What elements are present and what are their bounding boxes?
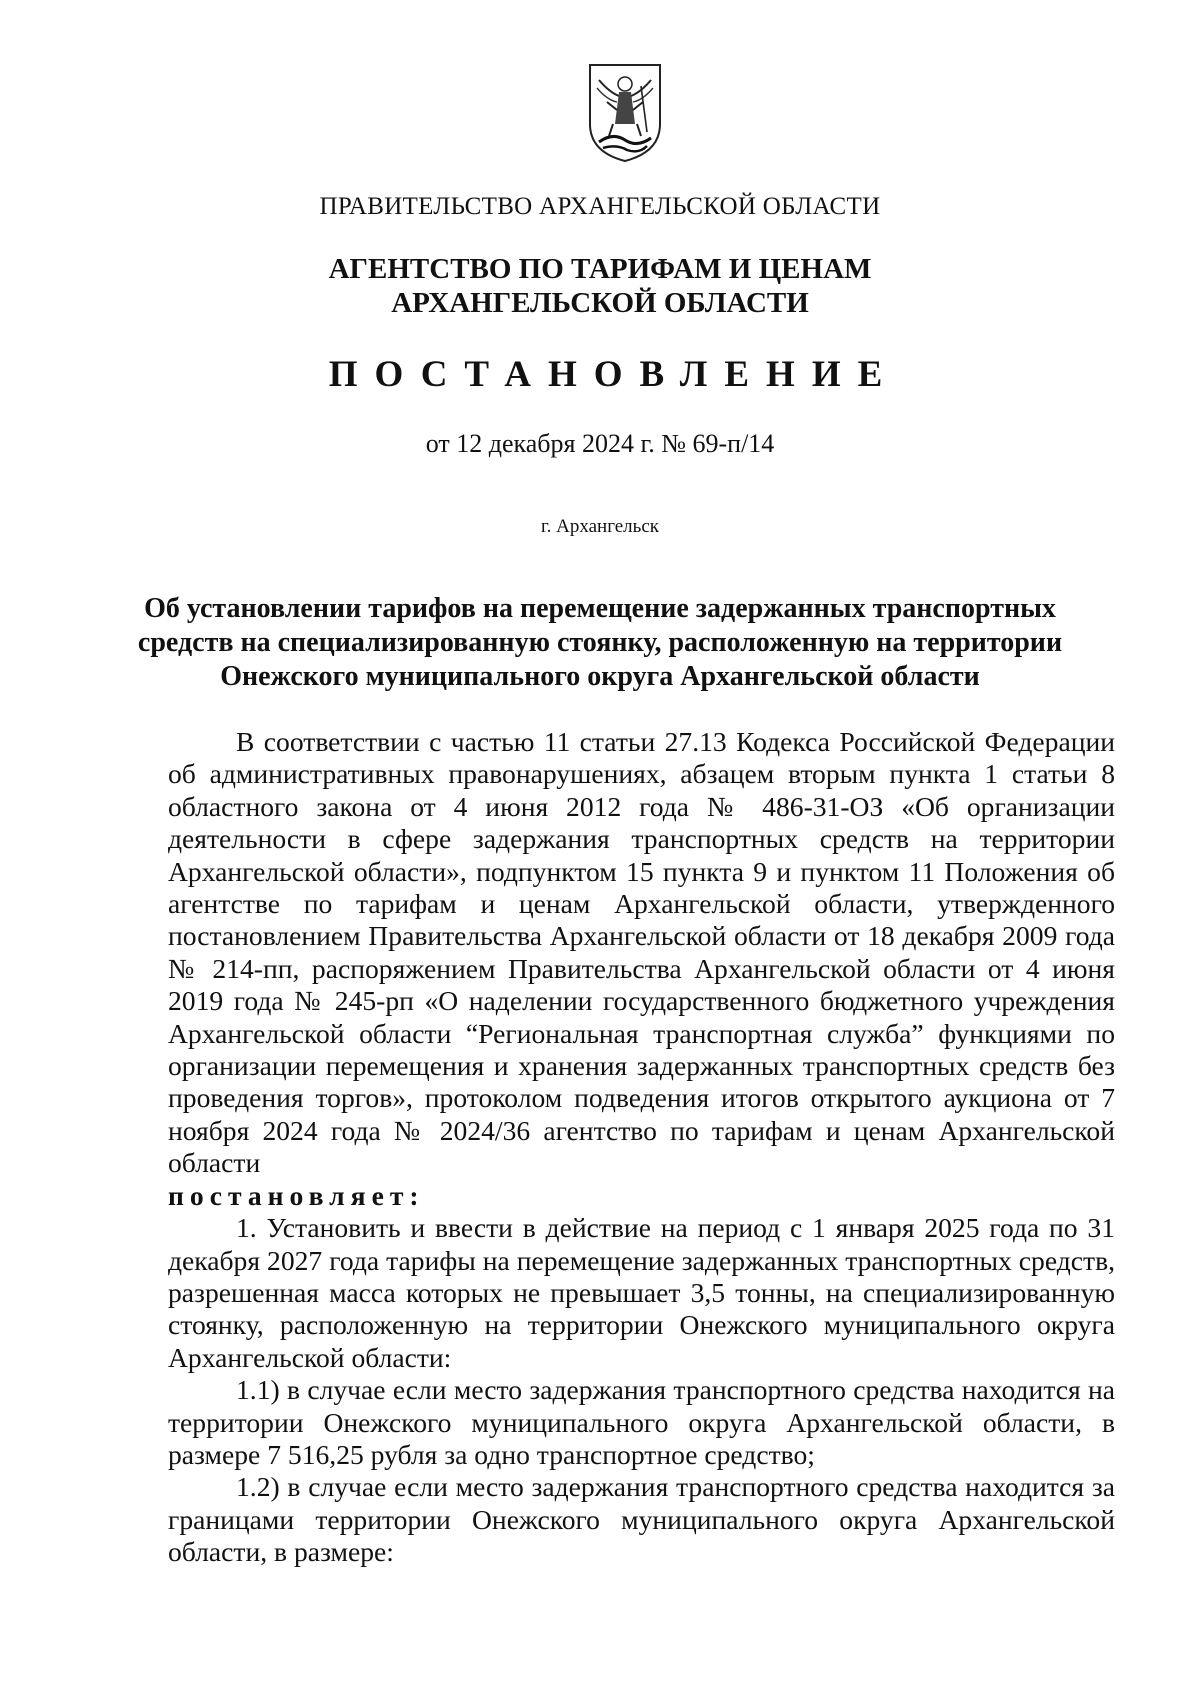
agency-name-line: АРХАНГЕЛЬСКОЙ ОБЛАСТИ: [391, 287, 809, 319]
document-city: г. Архангельск: [540, 516, 659, 537]
document-date-number: от 12 декабря 2024 г. № 69-п/14: [425, 429, 775, 458]
subject-line: средств на специализированную стоянку, расположенную на территории: [137, 627, 1063, 658]
agency-name-line: АГЕНТСТВО ПО ТАРИФАМ И ЦЕНАМ: [328, 253, 872, 285]
document-type-title: ПОСТАНОВЛЕНИЕ: [328, 354, 900, 395]
resolution-word: [168, 1180, 1115, 1212]
subject-line: Об установлении тарифов на перемещение задержанных транспортных: [144, 593, 1056, 624]
item-paragraph: 1.2) в случае если место задержания транспортного средства находится за границами территории Онежского муниципального округа Архангельской области, в размере:: [168, 1471, 1115, 1568]
government-name: ПРАВИТЕЛЬСТВО АРХАНГЕЛЬСКОЙ ОБЛАСТИ: [319, 193, 881, 220]
subject-line: Онежского муниципального округа Архангельской области: [220, 661, 980, 692]
agency-name: [0, 252, 1200, 320]
coat-of-arms-icon: [587, 62, 663, 164]
item-paragraph: 1. Установить и ввести в действие на период с 1 января 2025 года по 31 декабря 2027 года тарифы на перемещение задержанных транспортных средств, разрешенная масса которых не превышает 3,5 тонны, на специализированную стоянку, расположенную на территории Онежского муниципального округа Архангельской области:: [168, 1212, 1115, 1373]
document-subject: [0, 592, 1200, 694]
resolution-keyword: постановляет:: [168, 1179, 425, 1211]
document-body: [168, 726, 1115, 1569]
preamble-paragraph: В соответствии с частью 11 статьи 27.13 Кодекса Российской Федерации об административных правонарушениях, абзацем вторым пункта 1 статьи 8 областного закона от 4 июня 2012 года № 486-31-ОЗ «Об организации деятельности в сфере задержания транспортных средств на территории Архангельской области», подпунктом 15 пункта 9 и пунктом 11 Положения об агентстве по тарифам и ценам Архангельской области, утвержденного постановлением Правительства Архангельской области от 18 декабря 2009 года № 214-пп, распоряжением Правительства Архангельской области от 4 июня 2019 года № 245-рп «О наделении государственного бюджетного учреждения Архангельской области “Региональная транспортная служба” функциями по организации перемещения и хранения задержанных транспортных средств без проведения торгов», протоколом подведения итогов открытого аукциона от 7 ноября 2024 года № 2024/36 агентство по тарифам и ценам Архангельской области: [168, 726, 1115, 1179]
item-paragraph: 1.1) в случае если место задержания транспортного средства находится на территории Онежского муниципального округа Архангельской области, в размере 7 516,25 рубля за одно транспортное средство;: [168, 1374, 1115, 1470]
